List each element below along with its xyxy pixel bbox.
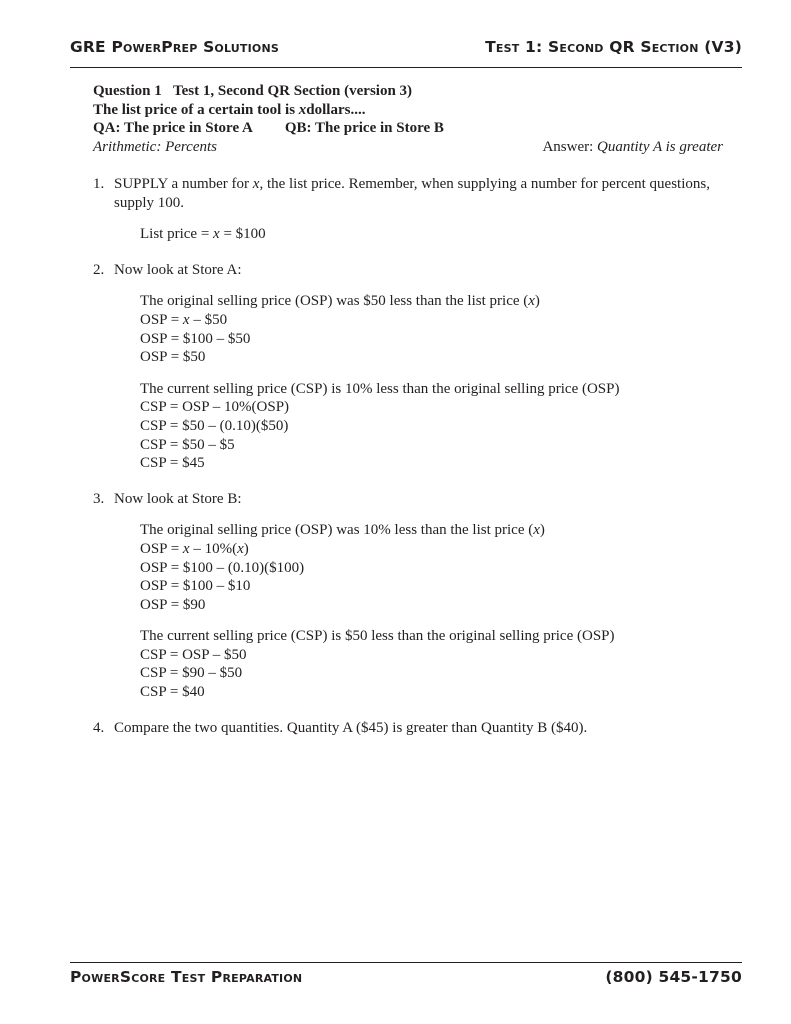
quantities-row	[93, 119, 723, 138]
answer-value: Quantity A is greater	[597, 138, 723, 155]
store-a-osp: The original selling price (OSP) was $50 less than the list price (x) OSP = x – $50 OSP = $100 – $50 OSP = $50	[140, 293, 540, 366]
question-title-row	[93, 82, 723, 101]
question-stem: The list price of a certain tool is x dollars....	[93, 101, 366, 118]
footer-phone: (800) 545-1750	[605, 968, 742, 986]
step-2: 2. Now look at Store A:	[93, 261, 242, 278]
step-3: 3. Now look at Store B:	[93, 490, 242, 507]
topic: Arithmetic: Percents	[93, 138, 217, 155]
step-number: 1.	[93, 176, 105, 192]
page-header	[70, 38, 742, 56]
question-header	[93, 82, 723, 156]
store-a-csp: The current selling price (CSP) is 10% less than the original selling price (OSP) CSP = OSP – 10%(OSP) CSP = $50 – (0.10)($50) CSP = $50 – $5 CSP = $45	[140, 380, 620, 472]
header-title: GRE PowerPrep Solutions	[70, 38, 280, 56]
step-1: 1. SUPPLY a number for x, the list price. Remember, when supplying a number for percent questions, supply 100.	[93, 176, 710, 211]
quantity-a: QA: The price in Store A	[93, 120, 253, 137]
store-b-csp: The current selling price (CSP) is $50 less than the original selling price (OSP) CSP = OSP – $50 CSP = $90 – $50 CSP = $40	[140, 628, 615, 701]
question-label: Question 1	[93, 83, 162, 99]
solution-steps	[93, 175, 733, 737]
header-rule	[70, 67, 742, 68]
page-footer	[70, 968, 742, 986]
answer: Answer: Quantity A is greater	[542, 138, 723, 155]
topic-answer-row	[93, 138, 723, 157]
footer-company: PowerScore Test Preparation	[70, 968, 303, 986]
header-section: Test 1: Second QR Section (V3)	[485, 38, 742, 56]
step-number: 3.	[93, 490, 105, 507]
step-4: 4. Compare the two quantities. Quantity A ($45) is greater than Quantity B ($40).	[93, 719, 588, 736]
step-number: 4.	[93, 719, 105, 736]
step-number: 2.	[93, 261, 105, 278]
question-source: Test 1, Second QR Section (version 3)	[173, 83, 413, 99]
quantity-b: QB: The price in Store B	[284, 120, 444, 137]
store-b-osp: The original selling price (OSP) was 10% less than the list price (x) OSP = x – 10%(x) OSP = $100 – (0.10)($100) OSP = $100 – $10 OSP = $90	[140, 522, 545, 613]
footer-rule	[70, 962, 742, 963]
list-price-equation: List price = x = $100	[140, 226, 266, 243]
